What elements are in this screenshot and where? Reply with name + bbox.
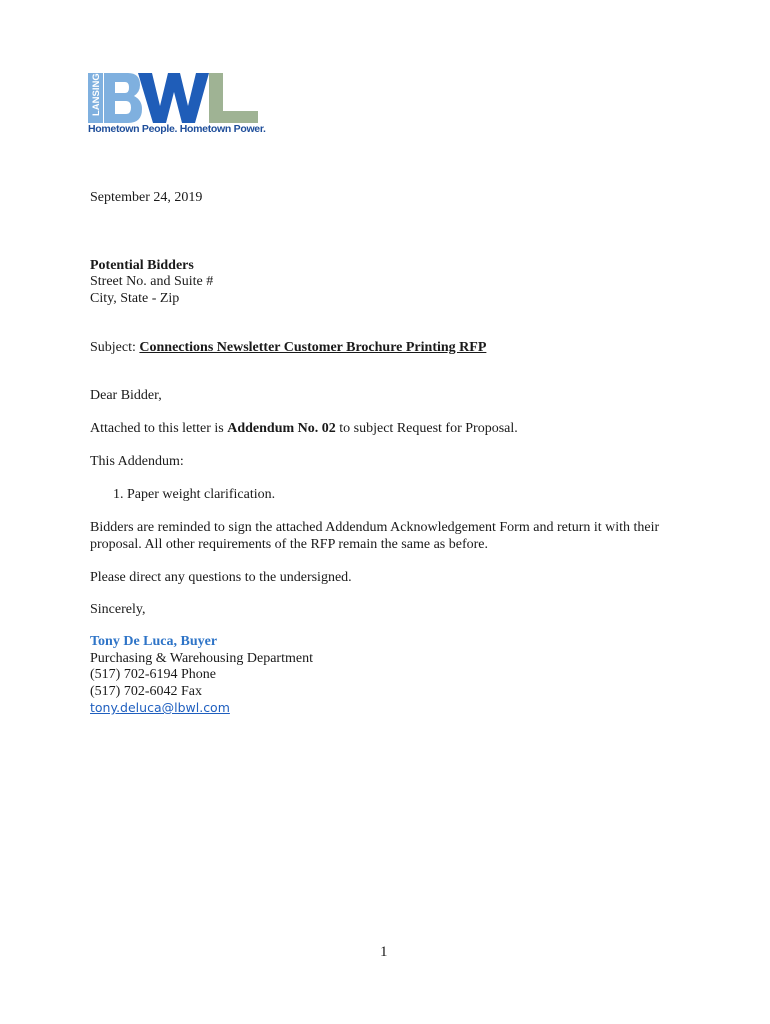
- closing: Sincerely,: [90, 602, 146, 617]
- subject-line: [90, 340, 486, 357]
- attached-suffix: to subject Request for Proposal.: [335, 421, 518, 436]
- signer-department: Purchasing & Warehousing Department: [90, 651, 313, 666]
- logo-tagline: Hometown People. Hometown Power.: [88, 123, 266, 135]
- recipient-name: Potential Bidders: [90, 258, 194, 273]
- addendum-intro: This Addendum:: [90, 454, 184, 469]
- signer-fax: (517) 702-6042 Fax: [90, 684, 202, 699]
- recipient-city: City, State - Zip: [90, 291, 180, 306]
- addendum-list-item: 1. Paper weight clarification.: [113, 487, 276, 502]
- addendum-number: Addendum No. 02: [227, 421, 336, 436]
- attached-paragraph: [90, 421, 518, 438]
- signer-name: Tony De Luca, Buyer: [90, 634, 218, 649]
- recipient-street: Street No. and Suite #: [90, 274, 214, 289]
- questions-line: Please direct any questions to the undersigned.: [90, 570, 352, 585]
- signer-email-link[interactable]: tony.deluca@lbwl.com: [90, 700, 230, 715]
- page-number: 1: [380, 944, 388, 960]
- logo-wordmark: [88, 70, 268, 126]
- subject-label: Subject:: [90, 340, 136, 355]
- reminder-line-1: Bidders are reminded to sign the attached Addendum Acknowledgement Form and return it with their: [90, 520, 660, 535]
- signer-phone: (517) 702-6194 Phone: [90, 667, 216, 682]
- salutation: Dear Bidder,: [90, 388, 162, 403]
- attached-prefix: Attached to this letter is: [90, 421, 228, 436]
- letter-date: September 24, 2019: [90, 190, 203, 205]
- subject-value: Connections Newsletter Customer Brochure Printing RFP: [139, 340, 487, 355]
- email-line: [90, 700, 230, 718]
- reminder-line-2: proposal. All other requirements of the RFP remain the same as before.: [90, 537, 488, 552]
- bwl-logo: [88, 70, 268, 140]
- logo-lansing-text: LANSING: [91, 73, 102, 116]
